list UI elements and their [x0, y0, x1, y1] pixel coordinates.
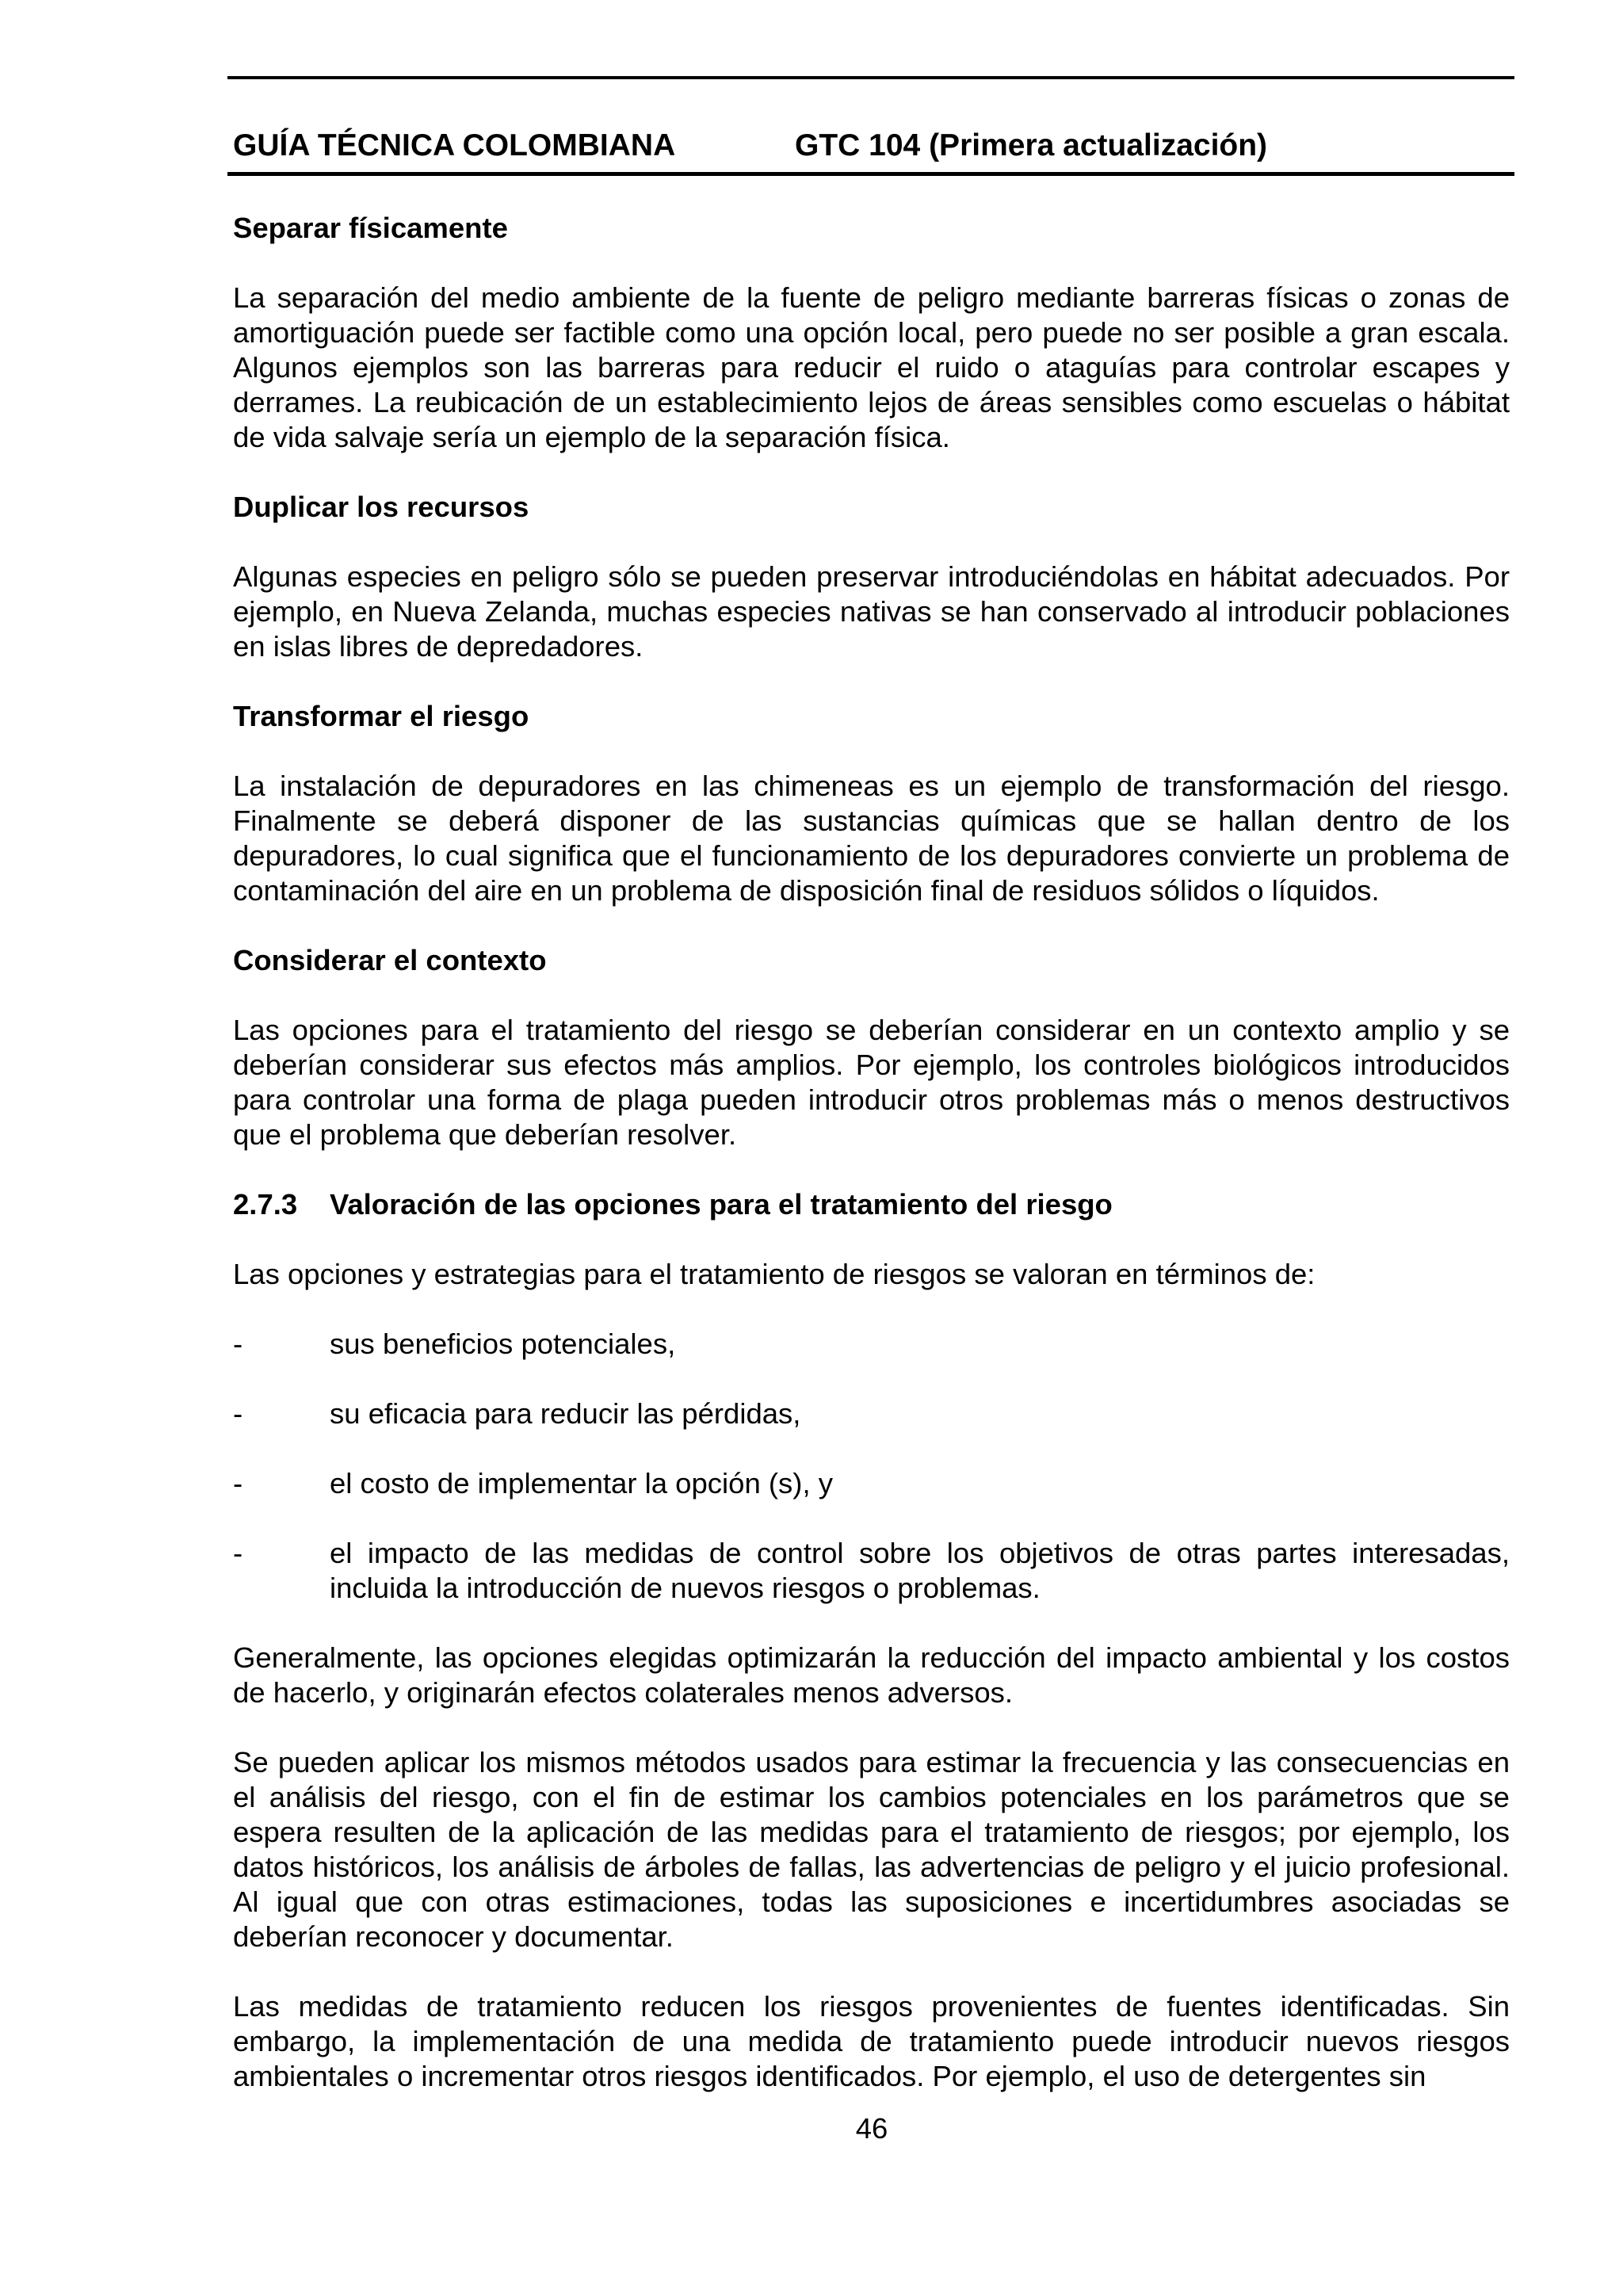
header-left-title: GUÍA TÉCNICA COLOMBIANA — [233, 128, 676, 162]
body-paragraph: La separación del medio ambiente de la fuente de peligro mediante barreras físicas o zonas de amortiguación puede ser factible como una opción local, pero puede no ser posible a gran escala. Algunos ejemplos son las barreras para reducir el ruido o ataguías para controlar escapes y derrames. La reubicación de un establecimiento lejos de áreas sensibles como escuelas o hábitat de vida salvaje sería un ejemplo de la separación física. — [233, 281, 1510, 453]
intro-paragraph: Las opciones y estrategias para el tratamiento de riesgos se valoran en términos de: — [233, 1258, 1316, 1290]
body-paragraph: Algunas especies en peligro sólo se pueden preservar introduciéndolas en hábitat adecuados. Por ejemplo, en Nueva Zelanda, muchas especies nativas se han conservado al introducir poblaciones en islas libres de depredadores. — [233, 560, 1510, 663]
section-number: 2.7.3 — [233, 1188, 298, 1221]
section-transformar-riesgo — [233, 699, 1510, 908]
list-bullet: - — [233, 1328, 243, 1360]
list-item — [233, 1396, 1510, 1431]
section-duplicar-recursos — [233, 490, 1510, 664]
body-paragraph: Las medidas de tratamiento reducen los riesgos provenientes de fuentes identificadas. Sin embargo, la implementación de una medida de tratamiento puede introducir nuevos riesgos ambientales o incrementar otros riesgos identificados. Por ejemplo, el uso de detergentes sin — [233, 1990, 1510, 2092]
header-top-rule — [227, 76, 1514, 79]
body-paragraph: Generalmente, las opciones elegidas optimizarán la reducción del impacto ambiental y los costos de hacerlo, y originarán efectos colaterales menos adversos. — [233, 1641, 1510, 1709]
section-considerar-contexto — [233, 943, 1510, 1152]
list-bullet: - — [233, 1537, 243, 1569]
list-item — [233, 1466, 1510, 1501]
section-separar-fisicamente — [233, 211, 1510, 455]
list-item — [233, 1327, 1510, 1362]
list-item-text: su eficacia para reducir las pérdidas, — [330, 1397, 801, 1430]
body-paragraph: La instalación de depuradores en las chimeneas es un ejemplo de transformación del riesgo. Finalmente se deberá disponer de las sustancias químicas que se hallan dentro de los depuradores, lo cual significa que el funcionamiento de los depuradores convierte un problema de contaminación del aire en un problema de disposición final de residuos sólidos o líquidos. — [233, 770, 1510, 907]
body-paragraph: Las opciones para el tratamiento del riesgo se deberían considerar en un contexto amplio y se deberían considerar sus efectos más amplios. Por ejemplo, los controles biológicos introducidos para controlar una forma de plaga pueden introducir otros problemas más o menos destructivos que el problema que deberían resolver. — [233, 1014, 1510, 1151]
section-heading: Separar físicamente — [233, 212, 508, 244]
list-item — [233, 1536, 1510, 1606]
page-number: 46 — [855, 2112, 888, 2145]
header-right-title: GTC 104 (Primera actualización) — [795, 128, 1268, 162]
page-body — [233, 211, 1510, 2129]
list-item-text: sus beneficios potenciales, — [330, 1328, 676, 1360]
list-bullet: - — [233, 1397, 243, 1430]
body-paragraph: Se pueden aplicar los mismos métodos usados para estimar la frecuencia y las consecuencias en el análisis del riesgo, con el fin de estimar los cambios potenciales en los parámetros que se espera resulten de la aplicación de las medidas para el tratamiento de riesgos; por ejemplo, los datos históricos, los análisis de árboles de fallas, las advertencias de peligro y el juicio profesional. Al igual que con otras estimaciones, todas las suposiciones e incertidumbres asociadas se deberían reconocer y documentar. — [233, 1746, 1510, 1953]
section-heading: Considerar el contexto — [233, 944, 547, 976]
list-bullet: - — [233, 1467, 243, 1499]
numbered-section-heading — [233, 1187, 1510, 1222]
section-title: Valoración de las opciones para el tratamiento del riesgo — [330, 1188, 1113, 1221]
section-heading: Transformar el riesgo — [233, 700, 529, 732]
list-item-text: el impacto de las medidas de control sobre los objetivos de otras partes interesadas, incluida la introducción de nuevos riesgos o problemas. — [330, 1537, 1510, 1604]
section-heading: Duplicar los recursos — [233, 491, 529, 523]
criteria-list — [233, 1327, 1510, 1606]
header-bottom-rule — [227, 172, 1514, 176]
section-2-7-3 — [233, 1187, 1510, 2094]
list-item-text: el costo de implementar la opción (s), y — [330, 1467, 833, 1499]
